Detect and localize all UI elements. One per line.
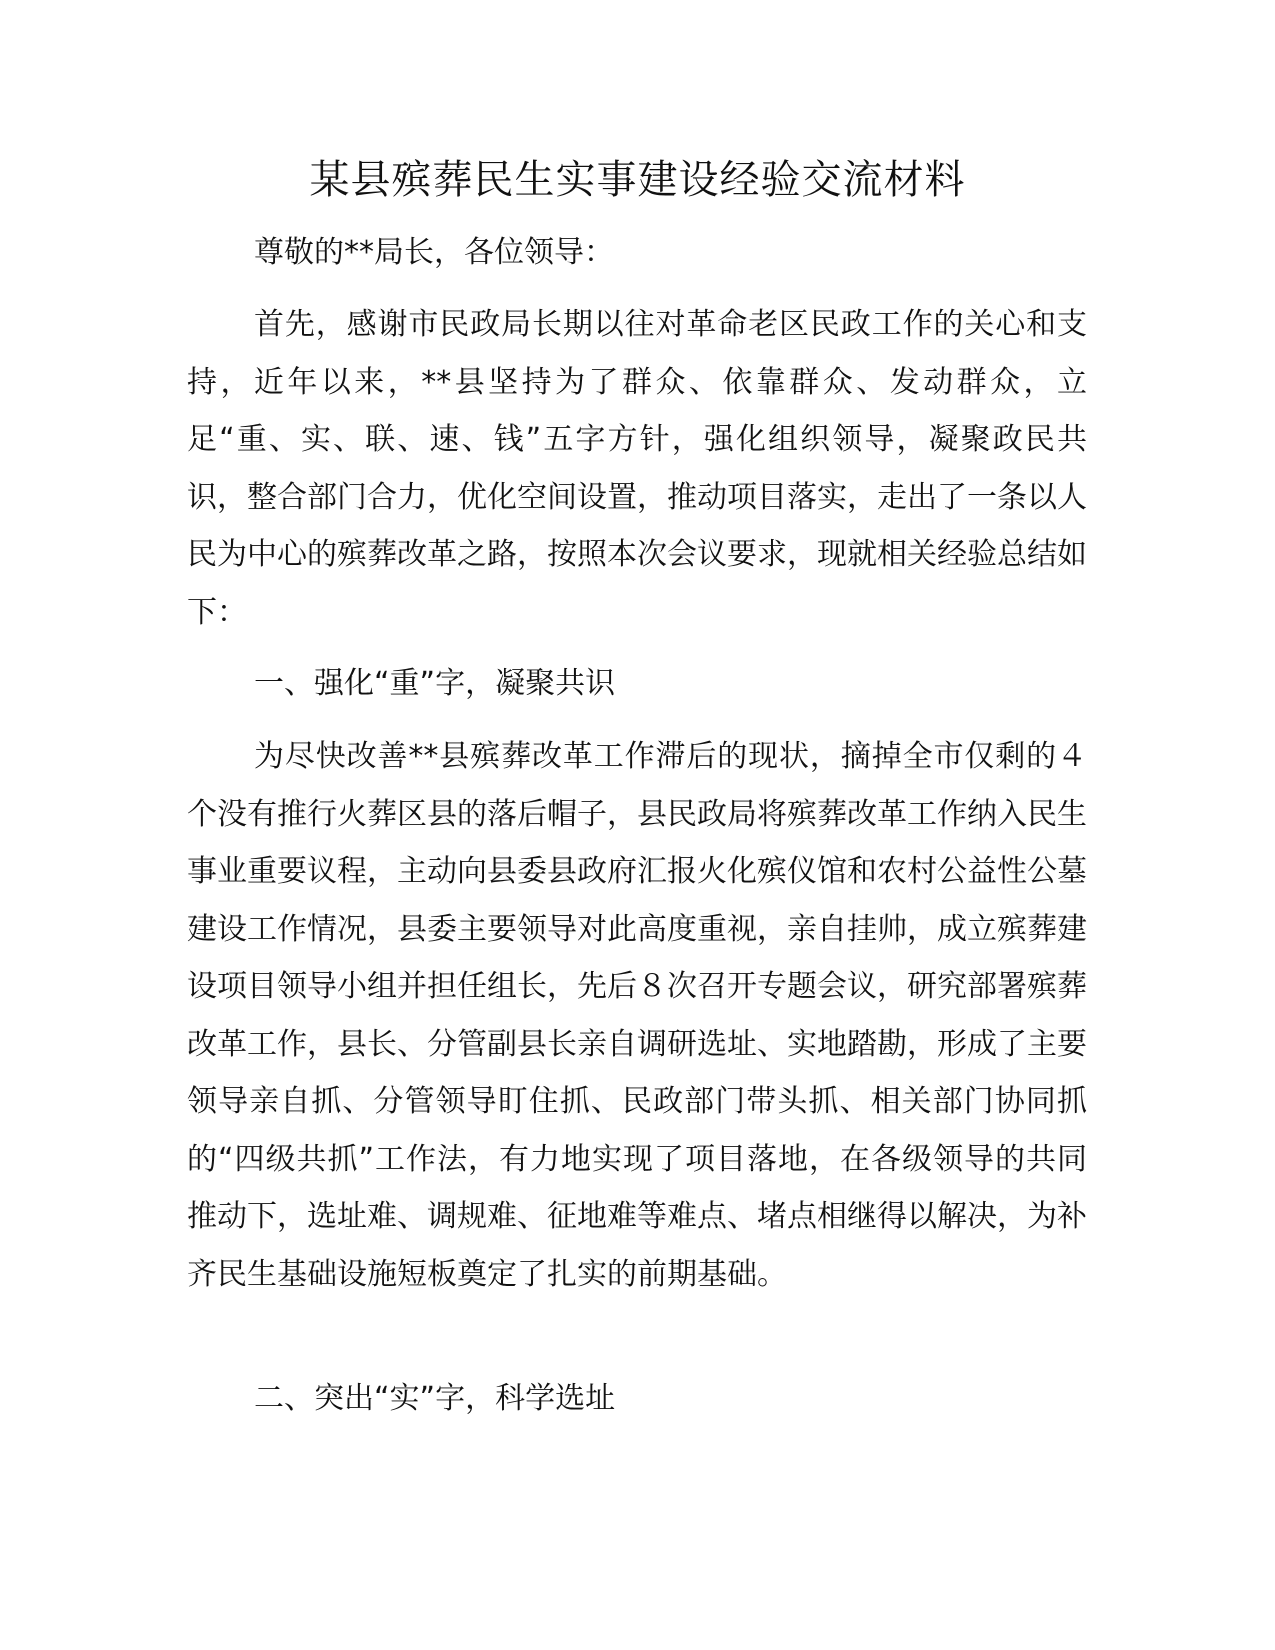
document-title: 某县殡葬民生实事建设经验交流材料 (309, 157, 966, 203)
paragraph-section-1: 为尽快改善**县殡葬改革工作滞后的现状，摘掉全市仅剩的４个没有推行火葬区县的落后帽子，县民政局将殡葬改革工作纳入民生事业重要议程，主动向县委县政府汇报火化殡仪馆和农村公益性公墓建设工作情况，县委主要领导对此高度重视，亲自挂帅，成立殡葬建设项目领导小组并担任组长，先后８次召开专题会议，研究部署殡葬改革工作，县长、分管副县长亲自调研选址、实地踏勘，形成了主要领导亲自抓、分管领导盯住抓、民政部门带头抓、相关部门协同抓的“四级共抓”工作法，有力地实现了项目落地，在各级领导的共同推动下，选址难、调规难、征地难等难点、堵点相继得以解决，为补齐民生基础设施短板奠定了扎实的前期基础。 (187, 739, 1087, 1292)
section-heading-1: 一、强化“重”字，凝聚共识 (254, 666, 616, 701)
paragraph-intro: 首先，感谢市民政局长期以往对革命老区民政工作的关心和支持，近年以来，**县坚持为了群众、依靠群众、发动群众，立足“重、实、联、速、钱”五字方针，强化组织领导，凝聚政民共识，整合部门合力，优化空间设置，推动项目落实，走出了一条以人民为中心的殡葬改革之路，按照本次会议要求，现就相关经验总结如下： (187, 307, 1087, 630)
salutation: 尊敬的**局长，各位领导： (254, 235, 614, 270)
section-heading-2: 二、突出“实”字，科学选址 (254, 1381, 616, 1416)
